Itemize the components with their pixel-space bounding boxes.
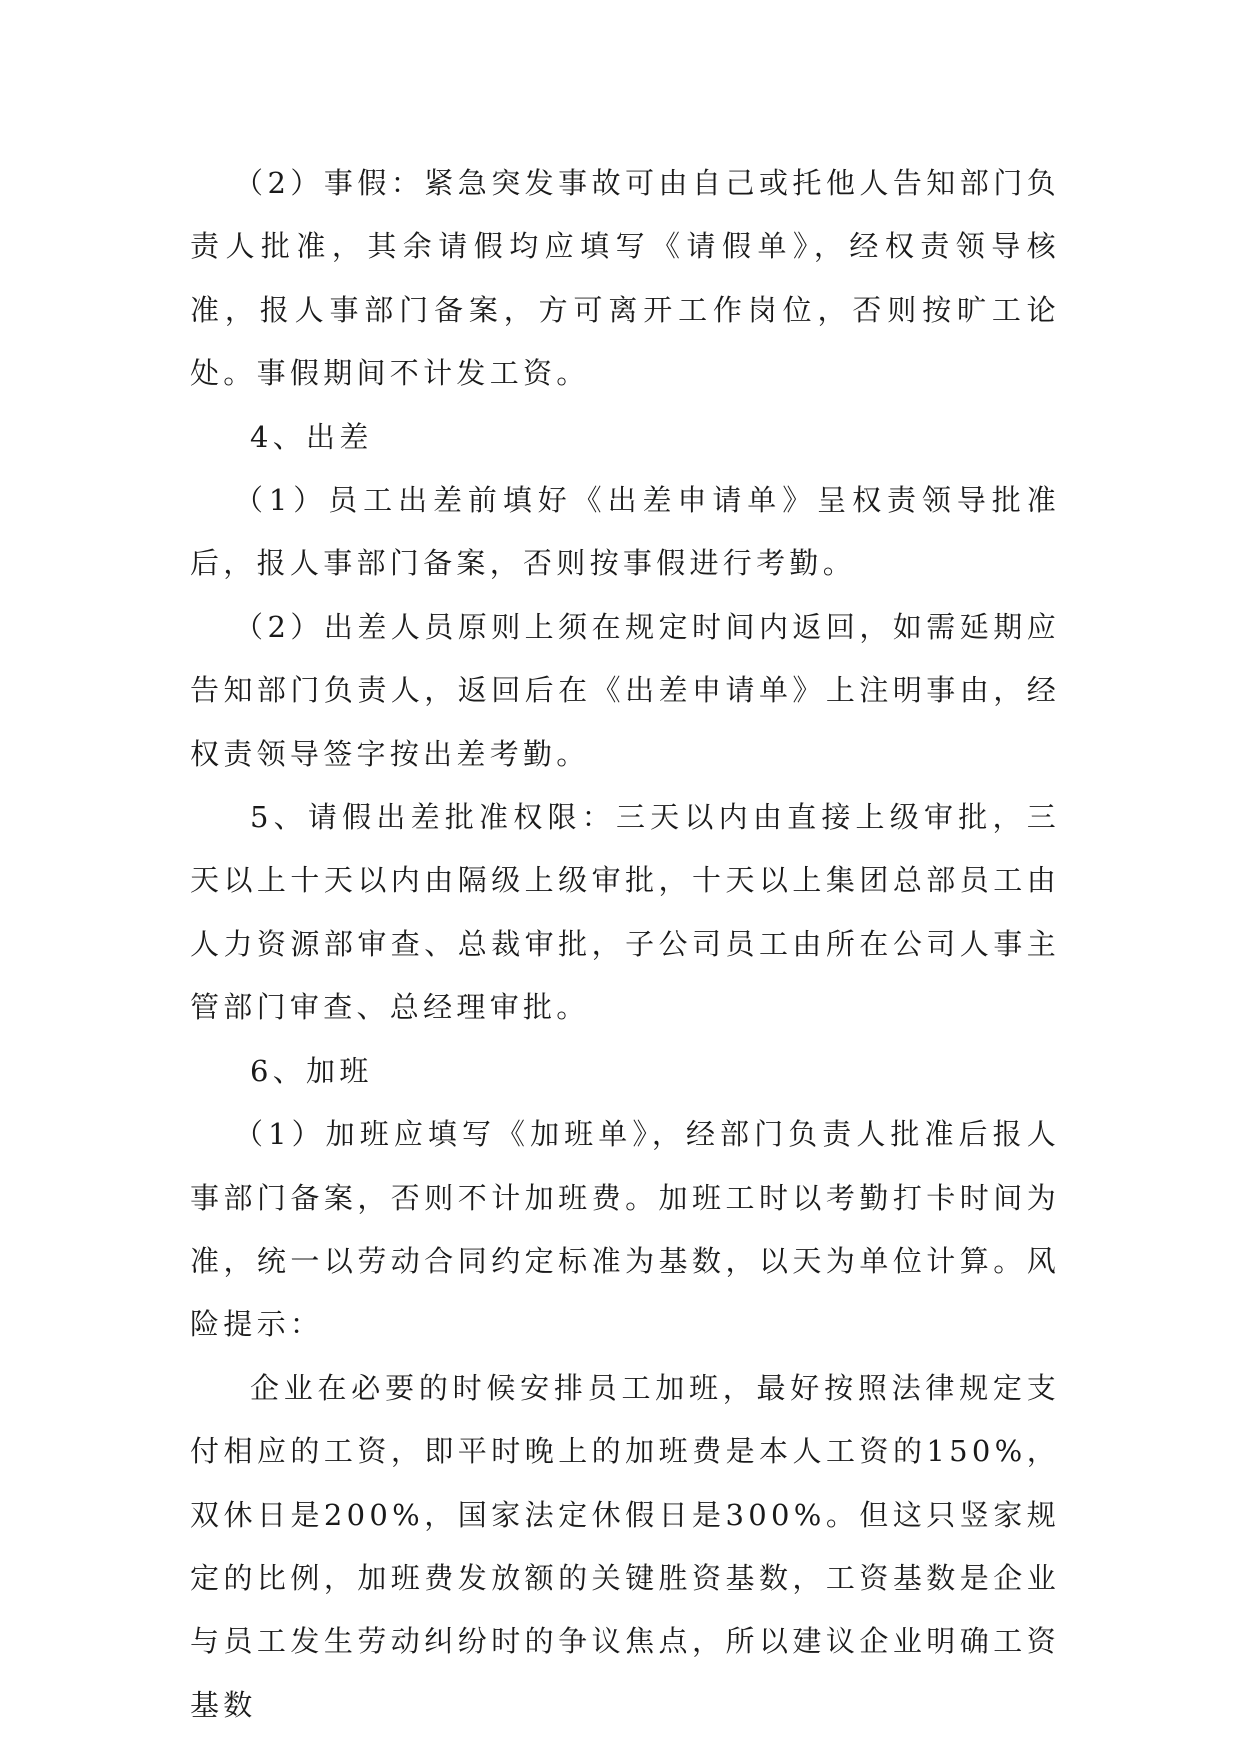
paragraph-trip-return: （2）出差人员原则上须在规定时间内返回，如需延期应告知部门负责人，返回后在《出差申请单》上注明事由，经权责领导签字按出差考勤。 <box>190 609 1060 771</box>
document-page <box>190 152 1060 1737</box>
heading-overtime: 6、加班 <box>250 1053 373 1088</box>
paragraph-overtime-form: （1）加班应填写《加班单》，经部门负责人批准后报人事部门备案，否则不计加班费。加班工时以考勤打卡时间为准，统一以劳动合同约定标准为基数，以天为单位计算。风险提示： <box>190 1117 1060 1342</box>
paragraph-trip-application: （1）员工出差前填好《出差申请单》呈权责领导批准后，报人事部门备案，否则按事假进行考勤。 <box>190 483 1060 581</box>
paragraph-approval-authority: 5、请假出差批准权限：三天以内由直接上级审批，三天以上十天以内由隔级上级审批，十天以上集团总部员工由人力资源部审查、总裁审批，子公司员工由所在公司人事主管部门审查、总经理审批。 <box>190 800 1060 1025</box>
heading-business-trip: 4、出差 <box>250 419 373 454</box>
paragraph-risk-note: 企业在必要的时候安排员工加班，最好按照法律规定支付相应的工资，即平时晚上的加班费是本人工资的150%，双休日是200%，国家法定休假日是300%。但这只竖家规定的比例，加班费发放额的关键胜资基数，工资基数是企业与员工发生劳动纠纷时的争议焦点，所以建议企业明确工资基数 <box>190 1370 1060 1722</box>
paragraph-personal-leave: （2）事假：紧急突发事故可由自己或托他人告知部门负责人批准，其余请假均应填写《请假单》，经权责领导核准，报人事部门备案，方可离开工作岗位，否则按旷工论处。事假期间不计发工资。 <box>190 166 1060 391</box>
